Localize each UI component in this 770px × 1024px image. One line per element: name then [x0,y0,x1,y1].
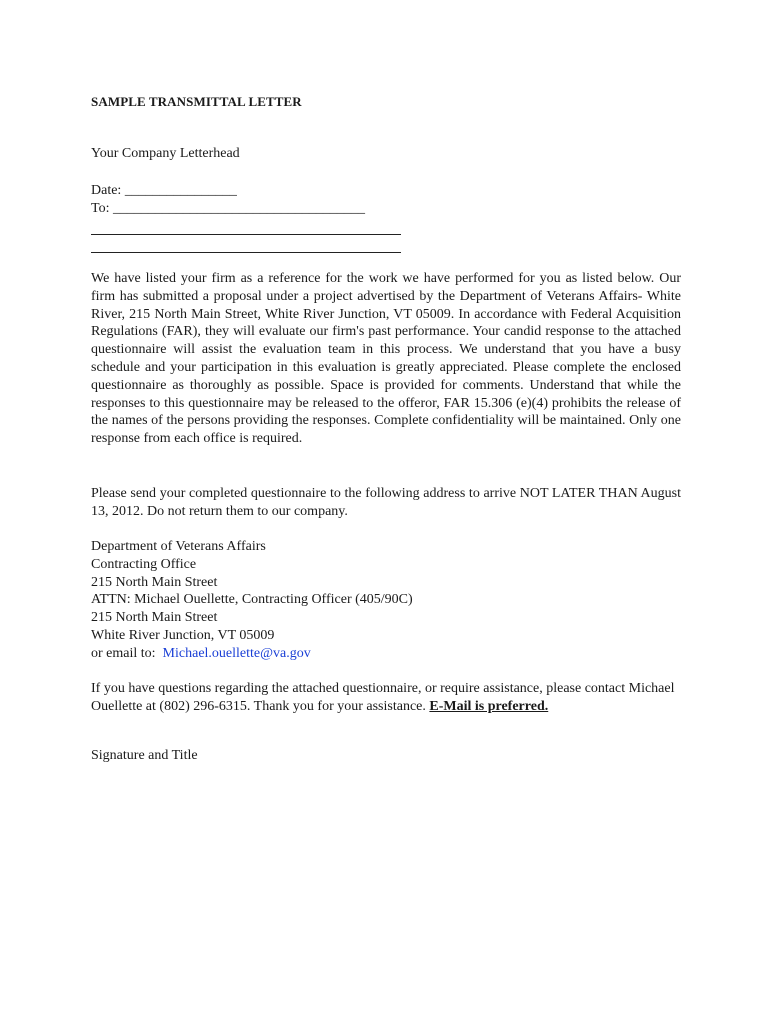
letter-heading: SAMPLE TRANSMITTAL LETTER [91,94,302,109]
to-address-line [91,234,401,235]
address-line-2: Contracting Office [91,556,197,572]
address-line-6: White River Junction, VT 05009 [91,627,275,643]
address-line-1: Department of Veterans Affairs [91,539,266,554]
reference-paragraph: We have listed your firm as a reference for the work we have performed for you as listed below. Our firm has submitted a proposal under a project advertised by the Department of Veterans Affairs- White River, 215 North Main Street, White River Junction, VT 05009. In accordance with Federal Acquisition Regulations (FAR), they will evaluate our firm's past performance. Your candid response to the attached questionnaire will assist the evaluation team in this process. We understand that you have a busy schedule and your participation in this evaluation is greatly appreciated. Please complete the enclosed questionnaire as thoroughly as possible. Space is provided for comments. Understand that while the responses to this questionnaire may be released to the offeror, FAR 15.306 (e)(4) prohibits the release of the names of the persons providing the responses. Complete confidentiality will be maintained. Only one response from each office is required. [91,271,681,447]
date-field: Date: ________________ [91,183,237,198]
contact-paragraph [91,680,681,716]
email-line [91,645,413,663]
company-letterhead: Your Company Letterhead [91,146,240,161]
email-link[interactable]: Michael.ouellette@va.gov [162,645,311,661]
signature-line: Signature and Title [91,748,198,763]
address-line-3: 215 North Main Street [91,574,218,590]
email-preferred-note: E-Mail is preferred. [429,699,549,714]
contact-text: If you have questions regarding the attached questionnaire, or require assistance, please contact Michael Ouellette at (802) 296-6315. Thank you for your assistance. [91,681,675,714]
instructions-paragraph: Please send your completed questionnaire to the following address to arrive NOT LATER THAN August 13, 2012. Do not return them to our company. [91,486,681,519]
address-line-4: ATTN: Michael Ouellette, Contracting Officer (405/90C) [91,592,413,608]
to-address-line [91,252,401,253]
to-field: To: ____________________________________ [91,201,365,216]
email-label: or email to: [91,645,156,661]
address-line-5: 215 North Main Street [91,610,218,626]
mailing-address [91,538,413,663]
